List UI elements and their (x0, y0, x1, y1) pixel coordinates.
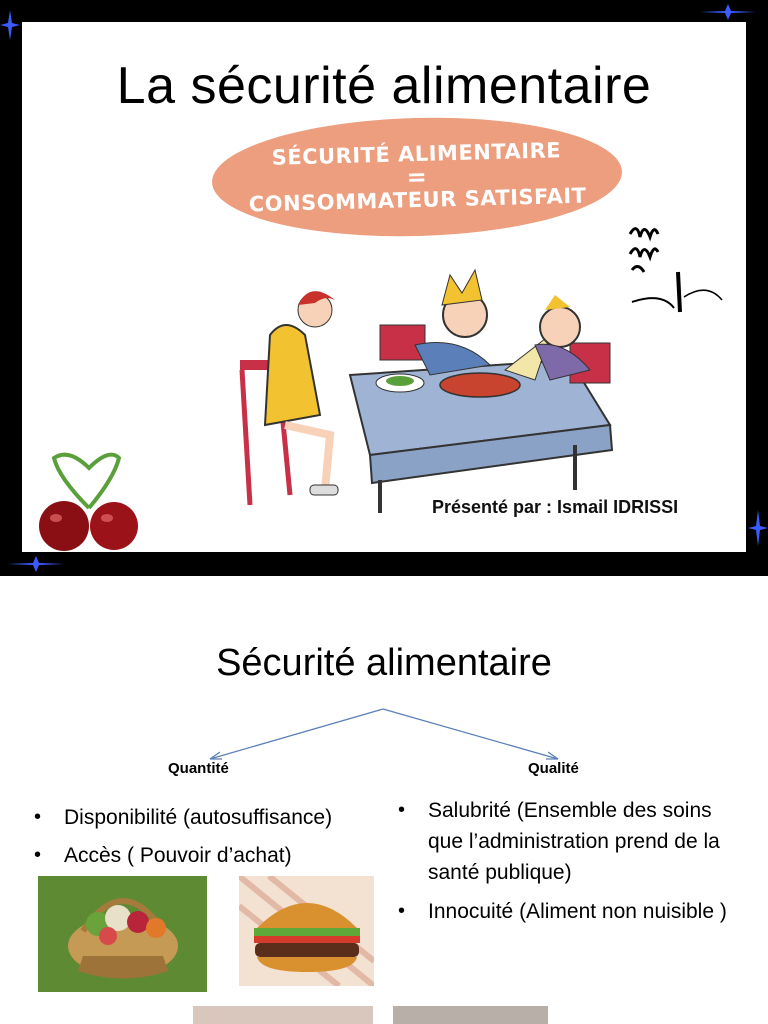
vegetable-basket-photo (38, 876, 207, 992)
sparkle-icon (8, 556, 64, 572)
branch-arrows (200, 706, 570, 766)
quantity-heading: Quantité (168, 760, 229, 777)
content-slide (0, 576, 768, 1024)
list-item: • Innocuité (Aliment non nuisible ) (396, 896, 736, 927)
slide-title: Sécurité alimentaire (216, 642, 552, 684)
quantity-bullet-list (32, 802, 392, 878)
sparkle-icon (0, 10, 20, 40)
dining-cartoon-illustration (230, 265, 620, 515)
list-item: • Disponibilité (autosuffisance) (32, 802, 392, 833)
list-item: • Accès ( Pouvoir d’achat) (32, 840, 392, 871)
hamburger-photo (239, 876, 374, 986)
presenter-credit: Présenté par : Ismail IDRISSI (432, 497, 679, 517)
bubble-equals: = (406, 162, 428, 192)
university-logo (622, 212, 737, 324)
sparkle-icon (748, 510, 768, 546)
bubble-line-2: CONSOMMATEUR SATISFAIT (248, 183, 587, 217)
quality-heading: Qualité (528, 760, 579, 777)
sparkle-icon (700, 4, 756, 20)
cherries-image (34, 448, 144, 554)
bubble-line-1: SÉCURITÉ ALIMENTAIRE (271, 138, 562, 170)
slide-title: La sécurité alimentaire (116, 57, 652, 115)
photo-partial (393, 1006, 548, 1024)
list-item: • Salubrité (Ensemble des soins que l’administration prend de la santé publique) (396, 795, 736, 888)
quality-bullet-list (396, 795, 736, 935)
photo-partial (193, 1006, 373, 1024)
